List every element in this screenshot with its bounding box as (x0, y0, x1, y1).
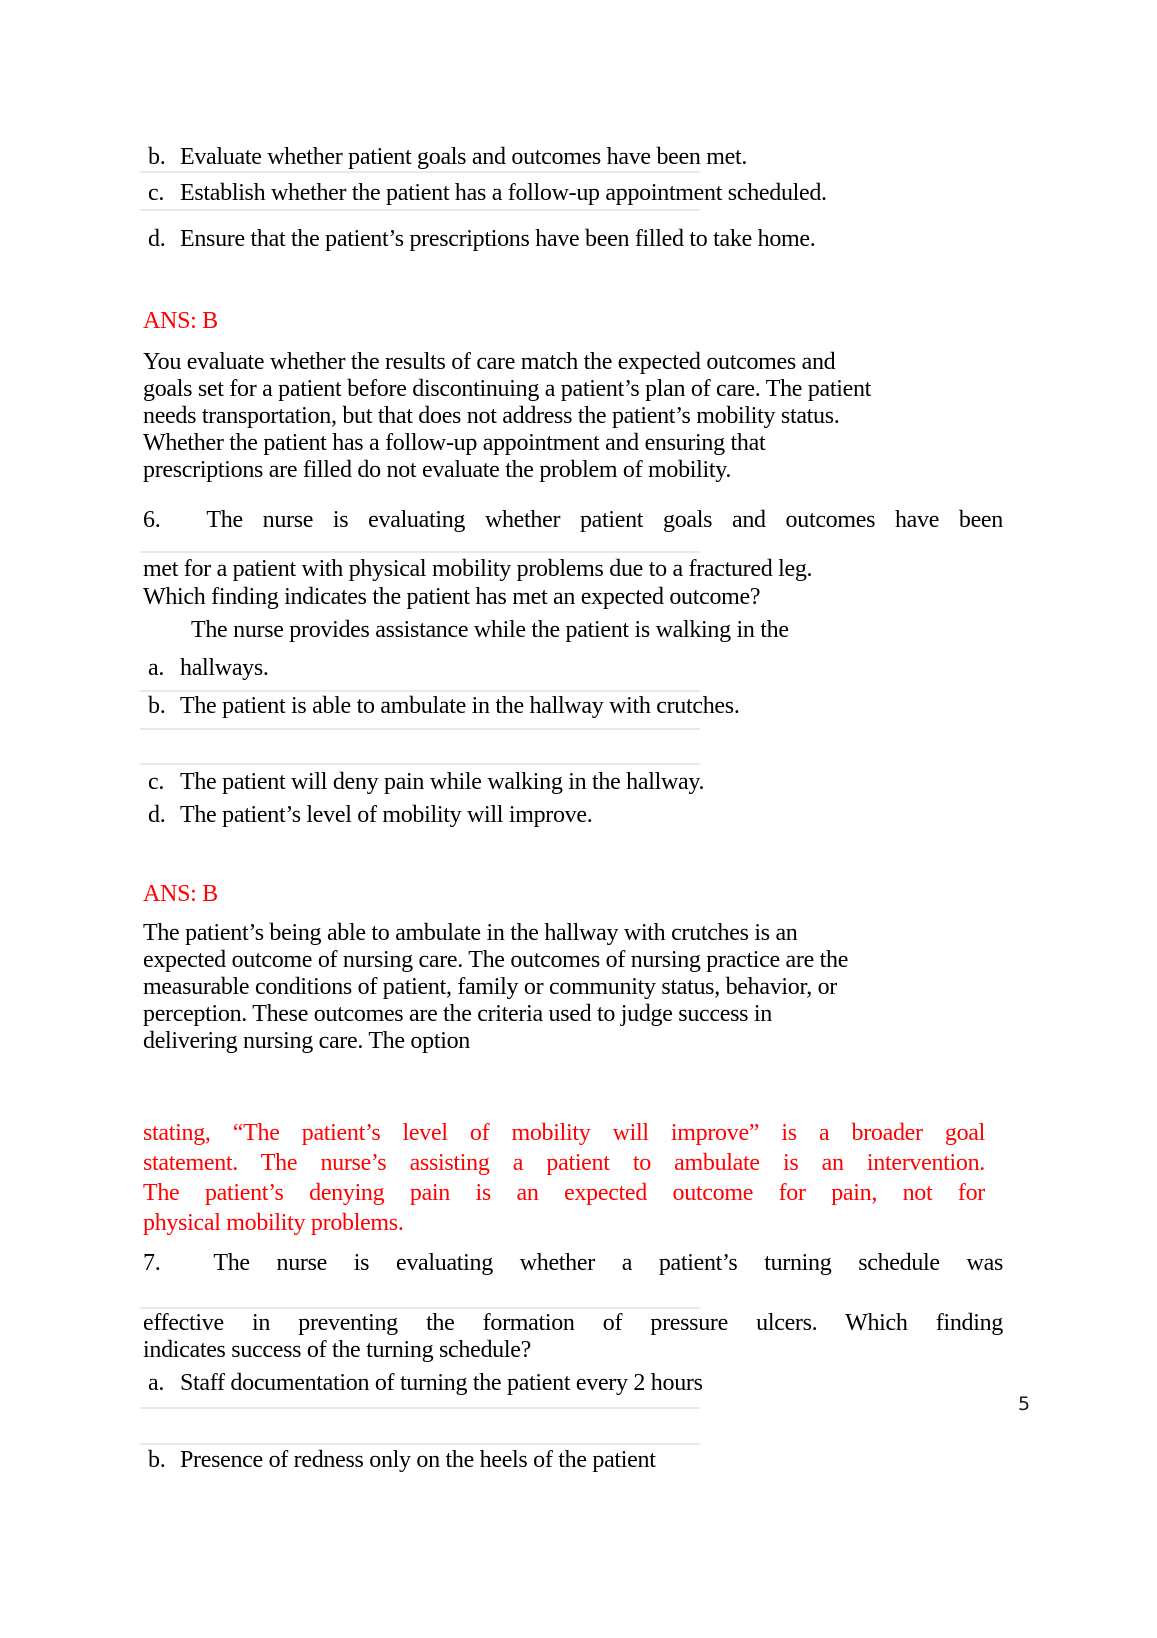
divider-line (140, 1443, 700, 1445)
question-number: 7. (143, 1250, 161, 1276)
option-text: Presence of redness only on the heels of the patient (180, 1447, 656, 1473)
question-stem-text: effective in preventing the formation of pressure ulcers. Which finding (143, 1310, 1003, 1336)
question-stem (143, 1250, 1003, 1277)
option-text: Staff documentation of turning the patient every 2 hours (180, 1370, 703, 1396)
question-stem-text: The nurse is evaluating whether a patient’s turning schedule was (213, 1250, 1003, 1276)
question-stem-text: met for a patient with physical mobility problems due to a fractured leg. (143, 556, 813, 582)
page-number: 5 (1018, 1393, 1031, 1415)
answer-option (148, 769, 704, 796)
answer-explanation (143, 920, 848, 1055)
answer-option (148, 693, 740, 720)
option-text: The patient will deny pain while walking in the hallway. (180, 769, 705, 795)
divider-line (140, 690, 700, 692)
option-letter: c. (148, 180, 165, 206)
option-letter: b. (148, 144, 166, 170)
answer-key-label: ANS: B (143, 308, 218, 334)
explanation-line: stating, “The patient’s level of mobility will improve” is a broader goal (143, 1120, 985, 1146)
answer-option (148, 144, 747, 171)
option-letter: a. (148, 655, 165, 681)
explanation-line: delivering nursing care. The option (143, 1028, 470, 1054)
answer-option (148, 1370, 703, 1397)
explanation-line: measurable conditions of patient, family or community status, behavior, or (143, 974, 838, 1000)
divider-line (140, 763, 700, 765)
question-stem-text: indicates success of the turning schedule? (143, 1337, 531, 1363)
answer-option (148, 1447, 656, 1474)
option-letter: d. (148, 226, 166, 252)
question-stem (143, 507, 1003, 534)
answer-key-label: ANS: B (143, 881, 218, 907)
option-letter: d. (148, 802, 166, 828)
explanation-line: You evaluate whether the results of care match the expected outcomes and (143, 349, 836, 375)
question-stem-text: The nurse is evaluating whether patient goals and outcomes have been (206, 507, 1003, 533)
answer-option (148, 180, 827, 207)
divider-line (140, 171, 700, 173)
option-letter: c. (148, 769, 165, 795)
explanation-line: perception. These outcomes are the criteria used to judge success in (143, 1001, 772, 1027)
option-text: Establish whether the patient has a follow-up appointment scheduled. (180, 180, 827, 206)
explanation-line: goals set for a patient before discontinuing a patient’s plan of care. The patient (143, 376, 872, 402)
option-text: Evaluate whether patient goals and outcomes have been met. (180, 144, 748, 170)
option-text: Ensure that the patient’s prescriptions have been filled to take home. (180, 226, 816, 252)
option-letter: b. (148, 1447, 166, 1473)
question-stem-text: Which finding indicates the patient has met an expected outcome? (143, 584, 761, 610)
explanation-line: statement. The nurse’s assisting a patient to ambulate is an intervention. (143, 1150, 985, 1176)
explanation-line: needs transportation, but that does not address the patient’s mobility status. (143, 403, 840, 429)
answer-explanation (143, 349, 871, 484)
divider-line (140, 1407, 700, 1409)
option-text: hallways. (180, 655, 269, 681)
answer-option (148, 655, 269, 682)
option-text: The patient’s level of mobility will improve. (180, 802, 593, 828)
option-letter: a. (148, 1370, 165, 1396)
explanation-line: expected outcome of nursing care. The outcomes of nursing practice are the (143, 947, 849, 973)
explanation-line: physical mobility problems. (143, 1210, 404, 1236)
divider-line (140, 209, 700, 211)
explanation-line: The patient’s denying pain is an expected outcome for pain, not for (143, 1180, 985, 1206)
answer-option (148, 226, 815, 253)
answer-option (148, 802, 592, 829)
option-intro-text: The nurse provides assistance while the patient is walking in the (191, 617, 789, 643)
answer-explanation-continued (143, 1118, 985, 1238)
option-letter: b. (148, 693, 166, 719)
explanation-line: The patient’s being able to ambulate in the hallway with crutches is an (143, 920, 798, 946)
question-number: 6. (143, 507, 161, 533)
explanation-line: prescriptions are filled do not evaluate the problem of mobility. (143, 457, 732, 483)
explanation-line: Whether the patient has a follow-up appointment and ensuring that (143, 430, 766, 456)
divider-line (140, 551, 700, 553)
option-text: The patient is able to ambulate in the hallway with crutches. (180, 693, 740, 719)
divider-line (140, 728, 700, 730)
divider-line (140, 1307, 700, 1309)
